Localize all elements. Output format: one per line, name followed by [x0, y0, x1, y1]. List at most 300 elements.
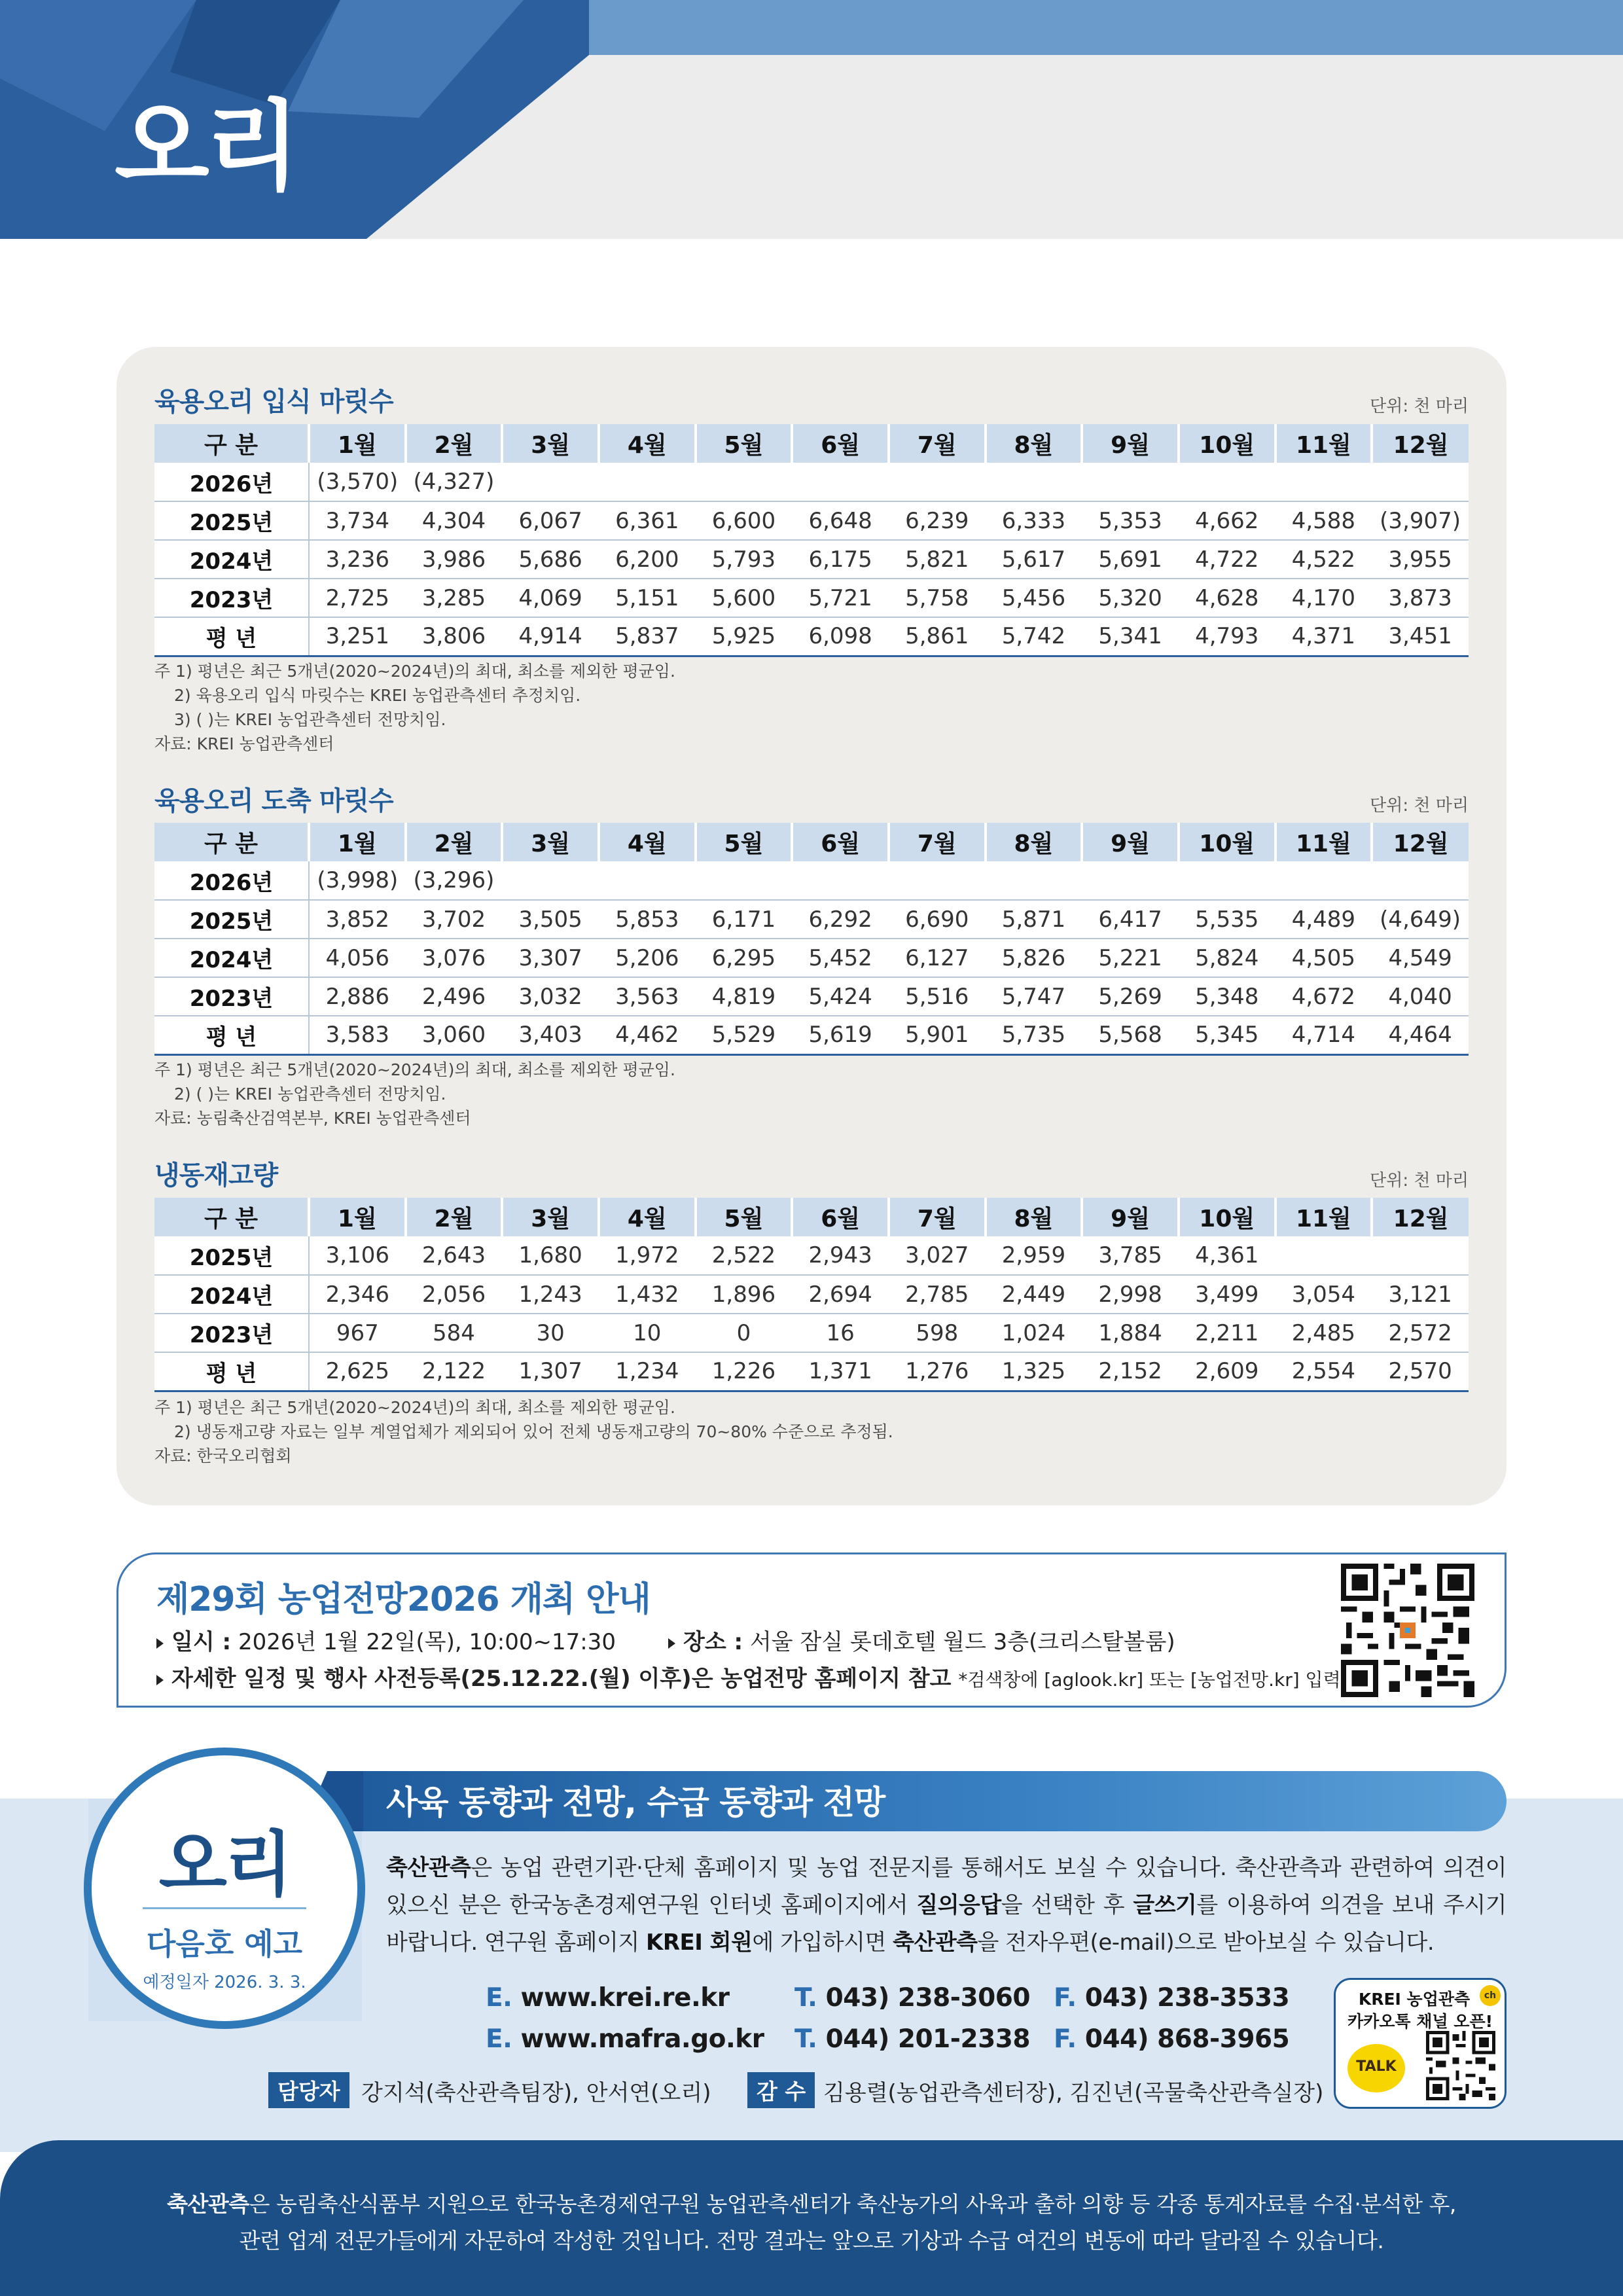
table-cell: (4,649) [1372, 900, 1469, 939]
table-cell: 1,276 [889, 1352, 986, 1391]
fax-text: 044) 868-3965 [1084, 2024, 1290, 2054]
kakao-talk-icon [1347, 2044, 1405, 2092]
row-label: 2023년 [154, 1314, 309, 1352]
event-search-hint: *검색창에 [aglook.kr] 또는 [농업전망.kr] 입력 [958, 1669, 1341, 1691]
description-bold: 축산관측 [386, 1855, 471, 1881]
column-header-month: 12월 [1372, 823, 1469, 861]
column-header-month: 10월 [1179, 424, 1275, 463]
table-cell: 2,570 [1372, 1352, 1469, 1391]
table-cell: 3,060 [406, 1016, 503, 1054]
table-cell: 1,325 [986, 1352, 1082, 1391]
table-cell [986, 463, 1082, 501]
column-header-month: 4월 [599, 1198, 696, 1236]
note-line: 주 1) 평년은 최근 5개년(2020~2024년)의 최대, 최소를 제외한 평균임. [154, 1060, 675, 1079]
column-header-month: 5월 [696, 823, 793, 861]
description-paragraph [386, 1850, 1507, 1962]
table-cell: 4,714 [1275, 1016, 1372, 1054]
table-cell: 5,269 [1082, 977, 1179, 1016]
table-cell: 2,522 [696, 1236, 793, 1275]
description-text: 은 농업 관련기관·단체 홈페이지 및 농업 전문지를 통해서도 보실 수 있습니다. 축산관측과 관련하여 의견이 있으신 분은 한국농촌경제연구원 인터넷 홈페이지에서 [386, 1855, 1507, 1918]
column-header-month: 7월 [889, 823, 986, 861]
table-cell: 6,600 [696, 501, 793, 540]
table-cell: 4,722 [1179, 540, 1275, 579]
table-cell: 3,236 [309, 540, 406, 579]
table-cell: 6,200 [599, 540, 696, 579]
table-cell: (4,327) [406, 463, 503, 501]
event-place [668, 1624, 1175, 1656]
table-cell: 1,896 [696, 1275, 793, 1314]
column-header-month: 1월 [309, 823, 406, 861]
column-header-month: 11월 [1275, 823, 1372, 861]
description-text: 에 가입하시면 [752, 1929, 893, 1956]
table-cell: 5,535 [1179, 900, 1275, 939]
table-cell: 6,295 [696, 939, 793, 977]
column-header-month: 4월 [599, 823, 696, 861]
note-source: 자료: KREI 농업관측센터 [154, 734, 334, 753]
table-cell: 6,239 [889, 501, 986, 540]
column-header-month: 11월 [1275, 1198, 1372, 1236]
table-cell: 5,151 [599, 579, 696, 617]
table-cell: 2,496 [406, 977, 503, 1016]
data-table [154, 424, 1469, 657]
table-cell: 2,152 [1082, 1352, 1179, 1391]
next-issue-title: 오리 [158, 1824, 291, 1906]
fax-number [1054, 1983, 1289, 2013]
table-cell: 5,925 [696, 617, 793, 656]
topic-banner-text: 사육 동향과 전망, 수급 동향과 전망 [386, 1784, 885, 1821]
table-cell: 5,529 [696, 1016, 793, 1054]
table-cell: 3,583 [309, 1016, 406, 1054]
table-cell [986, 861, 1082, 900]
table-cell: 4,462 [599, 1016, 696, 1054]
table-row [154, 1352, 1469, 1391]
row-label: 2024년 [154, 540, 309, 579]
table-cell [1179, 861, 1275, 900]
table-cell: 6,067 [502, 501, 599, 540]
table-cell: 5,742 [986, 617, 1082, 656]
table-header-row [154, 424, 1469, 463]
column-header-month: 2월 [406, 823, 503, 861]
table-cell [1372, 463, 1469, 501]
table-cell: 2,346 [309, 1275, 406, 1314]
column-header-month: 3월 [502, 823, 599, 861]
note-line: 2) ( )는 KREI 농업관측센터 전망치임. [174, 1085, 446, 1103]
description-bold: 질의응답 [916, 1892, 1001, 1918]
column-header-month: 3월 [502, 424, 599, 463]
table-row [154, 501, 1469, 540]
column-header-month: 6월 [792, 823, 889, 861]
table-cell: 4,361 [1179, 1236, 1275, 1275]
bullet-triangle-icon [668, 1638, 675, 1649]
table-title: 육용오리 입식 마릿수 [154, 387, 393, 417]
table-cell: 1,680 [502, 1236, 599, 1275]
fax-text: 043) 238-3533 [1084, 1983, 1290, 2013]
table-cell [1082, 463, 1179, 501]
table-cell: 4,549 [1372, 939, 1469, 977]
column-header-category: 구 분 [154, 424, 309, 463]
description-bold: KREI 회원 [646, 1929, 753, 1956]
fax-letter: F. [1054, 2024, 1077, 2054]
table-cell: 2,725 [309, 579, 406, 617]
channel-badge-icon: ch [1480, 1985, 1501, 2006]
description-text: 을 선택한 후 [1001, 1892, 1133, 1918]
phone-number [794, 2024, 1030, 2054]
table-row [154, 540, 1469, 579]
table-cell: 3,505 [502, 900, 599, 939]
row-label: 2024년 [154, 939, 309, 977]
table-row [154, 579, 1469, 617]
table-cell: 1,234 [599, 1352, 696, 1391]
table-cell: 4,588 [1275, 501, 1372, 540]
table-cell: 5,824 [1179, 939, 1275, 977]
table-header-row [154, 823, 1469, 861]
table-cell: 4,040 [1372, 977, 1469, 1016]
table-cell: 4,819 [696, 977, 793, 1016]
event-title: 제29회 농업전망2026 개최 안내 [156, 1580, 651, 1619]
table-cell: 3,251 [309, 617, 406, 656]
table-cell [1275, 463, 1372, 501]
table-cell: 5,691 [1082, 540, 1179, 579]
table-cell: 3,285 [406, 579, 503, 617]
table-cell: 1,307 [502, 1352, 599, 1391]
column-header-month: 7월 [889, 1198, 986, 1236]
divider [143, 1907, 306, 1909]
phone-number [794, 1983, 1030, 2013]
table-notes [154, 1058, 675, 1130]
next-issue-subtitle: 다음호 예고 [146, 1926, 303, 1962]
event-detail [156, 1660, 1341, 1693]
column-header-month: 3월 [502, 1198, 599, 1236]
kakao-channel-box[interactable] [1334, 1978, 1507, 2109]
table-cell: 4,069 [502, 579, 599, 617]
table-cell: 4,304 [406, 501, 503, 540]
table-cell: 5,747 [986, 977, 1082, 1016]
table-cell: 30 [502, 1314, 599, 1352]
phone-text: 044) 201-2338 [825, 2024, 1031, 2054]
table-cell: 3,032 [502, 977, 599, 1016]
table-row [154, 900, 1469, 939]
table-cell: 5,617 [986, 540, 1082, 579]
email-letter: E. [486, 2024, 512, 2054]
row-label: 평 년 [154, 1352, 309, 1391]
table-cell: 5,568 [1082, 1016, 1179, 1054]
table-cell: 3,307 [502, 939, 599, 977]
footer [0, 2140, 1623, 2296]
table-cell: 5,206 [599, 939, 696, 977]
column-header-month: 7월 [889, 424, 986, 463]
row-label: 2025년 [154, 501, 309, 540]
note-line: 주 1) 평년은 최근 5개년(2020~2024년)의 최대, 최소를 제외한 평균임. [154, 662, 675, 681]
table-cell [792, 463, 889, 501]
table-cell: 4,522 [1275, 540, 1372, 579]
event-place-value: 서울 잠실 롯데호텔 월드 3층(크리스탈볼룸) [749, 1629, 1175, 1655]
column-header-category: 구 분 [154, 1198, 309, 1236]
table-cell: 5,516 [889, 977, 986, 1016]
table-cell: 2,572 [1372, 1314, 1469, 1352]
email-letter: E. [486, 1983, 512, 2013]
table-title: 육용오리 도축 마릿수 [154, 786, 393, 816]
table-cell [696, 861, 793, 900]
page-title: 오리 [115, 90, 296, 204]
table-cell: 5,341 [1082, 617, 1179, 656]
table-cell: 2,694 [792, 1275, 889, 1314]
table-cell: 3,873 [1372, 579, 1469, 617]
table-cell: 5,619 [792, 1016, 889, 1054]
table-cell: 1,432 [599, 1275, 696, 1314]
table-cell: 5,735 [986, 1016, 1082, 1054]
table-cell: 4,489 [1275, 900, 1372, 939]
header-banner [0, 0, 1623, 239]
table-cell: 2,943 [792, 1236, 889, 1275]
table-cell: 5,348 [1179, 977, 1275, 1016]
table-cell: 6,171 [696, 900, 793, 939]
table-cell: 6,098 [792, 617, 889, 656]
next-issue-date: 예정일자 2026. 3. 3. [143, 1973, 306, 1992]
fax-letter: F. [1054, 1983, 1077, 2013]
table-cell [599, 861, 696, 900]
table-cell: 16 [792, 1314, 889, 1352]
event-date-value: 2026년 1월 22일(목), 10:00~17:30 [238, 1629, 616, 1655]
row-label: 평 년 [154, 617, 309, 656]
table-cell: 6,292 [792, 900, 889, 939]
table-cell: 5,600 [696, 579, 793, 617]
column-header-month: 9월 [1082, 823, 1179, 861]
email-text: www.krei.re.kr [520, 1983, 730, 2013]
table-cell: 3,403 [502, 1016, 599, 1054]
footer-line2: 관련 업계 전문가들에게 자문하여 작성한 것입니다. 전망 결과는 앞으로 기상과 수급 여건의 변동에 따라 달라질 수 있습니다. [239, 2228, 1384, 2253]
table-cell [889, 463, 986, 501]
table-cell: 3,955 [1372, 540, 1469, 579]
table-cell: 3,806 [406, 617, 503, 656]
column-header-month: 8월 [986, 424, 1082, 463]
table-header-row [154, 1198, 1469, 1236]
table-cell: 5,758 [889, 579, 986, 617]
table-cell: 967 [309, 1314, 406, 1352]
table-unit: 단위: 천 마리 [1370, 397, 1469, 416]
note-source: 자료: 한국오리협회 [154, 1446, 292, 1465]
table-notes [154, 659, 675, 756]
row-label: 2023년 [154, 977, 309, 1016]
table-cell: 1,243 [502, 1275, 599, 1314]
table-cell [1275, 861, 1372, 900]
supervisor-names: 김용렬(농업관측센터장), 김진년(곡물축산관측실장) [823, 2080, 1324, 2106]
table-cell: 3,027 [889, 1236, 986, 1275]
table-cell: (3,296) [406, 861, 503, 900]
table-cell: 5,871 [986, 900, 1082, 939]
table-cell: 6,417 [1082, 900, 1179, 939]
fax-number [1054, 2024, 1289, 2054]
table-cell: 5,861 [889, 617, 986, 656]
row-label: 2025년 [154, 1236, 309, 1275]
table-cell: 6,648 [792, 501, 889, 540]
data-table [154, 823, 1469, 1056]
column-header-month: 10월 [1179, 1198, 1275, 1236]
description-text: 를 이용하여 의견을 보내 주시기 바랍니다. 연구원 홈페이지 [386, 1892, 1507, 1956]
table-cell: 4,628 [1179, 579, 1275, 617]
row-label: 2024년 [154, 1275, 309, 1314]
table-cell: 5,353 [1082, 501, 1179, 540]
table-row [154, 1236, 1469, 1275]
table-cell: 4,793 [1179, 617, 1275, 656]
bullet-triangle-icon [156, 1638, 164, 1649]
table-cell: 1,371 [792, 1352, 889, 1391]
phone-text: 043) 238-3060 [825, 1983, 1031, 2013]
table-cell [1179, 463, 1275, 501]
table-cell: 5,345 [1179, 1016, 1275, 1054]
column-header-month: 5월 [696, 424, 793, 463]
table-row [154, 977, 1469, 1016]
table-cell: 5,901 [889, 1016, 986, 1054]
table-cell: 2,643 [406, 1236, 503, 1275]
row-label: 2023년 [154, 579, 309, 617]
table-cell: 0 [696, 1314, 793, 1352]
table-cell [502, 861, 599, 900]
table-cell: 5,821 [889, 540, 986, 579]
table-cell: 5,221 [1082, 939, 1179, 977]
table-cell: 6,361 [599, 501, 696, 540]
table-cell: 4,505 [1275, 939, 1372, 977]
table-cell: 1,226 [696, 1352, 793, 1391]
event-date [156, 1624, 616, 1656]
table-cell: 3,852 [309, 900, 406, 939]
table-cell: 6,175 [792, 540, 889, 579]
table-cell: 3,563 [599, 977, 696, 1016]
table-title: 냉동재고량 [154, 1160, 278, 1191]
email-text: www.mafra.go.kr [520, 2024, 764, 2054]
column-header-month: 12월 [1372, 424, 1469, 463]
column-header-month: 12월 [1372, 1198, 1469, 1236]
table-cell: 5,853 [599, 900, 696, 939]
table-cell [1372, 861, 1469, 900]
table-cell: 2,122 [406, 1352, 503, 1391]
column-header-month: 2월 [406, 424, 503, 463]
email-link[interactable] [486, 2024, 764, 2054]
event-place-label: 장소 : [683, 1629, 743, 1655]
event-detail-text: 자세한 일정 및 행사 사전등록(25.12.22.(월) 이후)은 농업전망 홈페이지 참고 [171, 1666, 952, 1692]
table-cell: 3,785 [1082, 1236, 1179, 1275]
table-cell: 598 [889, 1314, 986, 1352]
column-header-month: 8월 [986, 1198, 1082, 1236]
row-label: 2025년 [154, 900, 309, 939]
note-line: 2) 냉동재고량 자료는 일부 계열업체가 제외되어 있어 전체 냉동재고량의 70~80% 수준으로 추정됨. [174, 1422, 893, 1441]
supervisor-tag: 감 수 [747, 2072, 815, 2108]
event-notice [116, 1552, 1507, 1708]
kakao-talk-label: TALK [1356, 2058, 1397, 2075]
table-cell [792, 861, 889, 900]
table-row [154, 1275, 1469, 1314]
column-header-month: 2월 [406, 1198, 503, 1236]
table-cell: 5,456 [986, 579, 1082, 617]
table-cell [599, 463, 696, 501]
column-header-month: 6월 [792, 424, 889, 463]
table-cell: 3,499 [1179, 1275, 1275, 1314]
table-cell: 4,464 [1372, 1016, 1469, 1054]
column-header-month: 9월 [1082, 424, 1179, 463]
event-date-label: 일시 : [171, 1629, 232, 1655]
table-cell: 3,451 [1372, 617, 1469, 656]
bullet-triangle-icon [156, 1675, 164, 1685]
email-link[interactable] [486, 1983, 729, 2013]
column-header-month: 1월 [309, 424, 406, 463]
table-cell: 5,826 [986, 939, 1082, 977]
table-cell: 2,785 [889, 1275, 986, 1314]
next-issue-badge [84, 1748, 365, 2029]
header-stripe [510, 0, 1623, 55]
table-notes [154, 1395, 893, 1468]
table-cell [1372, 1236, 1469, 1275]
column-header-month: 8월 [986, 823, 1082, 861]
row-label: 평 년 [154, 1016, 309, 1054]
row-label: 2026년 [154, 463, 309, 501]
table-row [154, 939, 1469, 977]
column-header-month: 5월 [696, 1198, 793, 1236]
table-cell: 2,485 [1275, 1314, 1372, 1352]
table-cell: 10 [599, 1314, 696, 1352]
table-row [154, 463, 1469, 501]
column-header-category: 구 분 [154, 823, 309, 861]
table-cell: 5,793 [696, 540, 793, 579]
table-row [154, 1016, 1469, 1054]
data-table [154, 1198, 1469, 1392]
footer-line1 [0, 2187, 1623, 2218]
phone-letter: T. [794, 1983, 817, 2013]
description-text: 을 전자우편(e-mail)으로 받아보실 수 있습니다. [977, 1929, 1435, 1956]
table-cell: 2,625 [309, 1352, 406, 1391]
table-cell: 2,554 [1275, 1352, 1372, 1391]
table-cell: 6,333 [986, 501, 1082, 540]
table-cell: 5,320 [1082, 579, 1179, 617]
table-cell: 3,054 [1275, 1275, 1372, 1314]
table-cell: 3,121 [1372, 1275, 1469, 1314]
table-cell: 1,884 [1082, 1314, 1179, 1352]
table-cell: 4,371 [1275, 617, 1372, 656]
table-unit: 단위: 천 마리 [1370, 796, 1469, 816]
note-line: 2) 육용오리 입식 마릿수는 KREI 농업관측센터 추정치임. [174, 686, 581, 705]
table-cell: 2,959 [986, 1236, 1082, 1275]
table-cell: 4,056 [309, 939, 406, 977]
table-cell: 584 [406, 1314, 503, 1352]
qr-code-icon[interactable] [1341, 1564, 1474, 1697]
table-cell: 3,106 [309, 1236, 406, 1275]
column-header-month: 10월 [1179, 823, 1275, 861]
table-cell: 3,702 [406, 900, 503, 939]
table-cell: 3,734 [309, 501, 406, 540]
table-cell: 4,662 [1179, 501, 1275, 540]
manager-names: 강지석(축산관측팀장), 안서연(오리) [361, 2080, 711, 2106]
table-cell [1275, 1236, 1372, 1275]
table-row [154, 1314, 1469, 1352]
column-header-month: 1월 [309, 1198, 406, 1236]
table-cell: 1,972 [599, 1236, 696, 1275]
kakao-line2: 카카오톡 채널 오픈! [1347, 2012, 1493, 2031]
table-cell: 1,024 [986, 1314, 1082, 1352]
footer-bold: 축산관측 [167, 2191, 249, 2217]
row-label: 2026년 [154, 861, 309, 900]
column-header-month: 4월 [599, 424, 696, 463]
table-cell: (3,998) [309, 861, 406, 900]
footer-text: 은 농림축산식품부 지원으로 한국농촌경제연구원 농업관측센터가 축산농가의 사육과 출하 의향 등 각종 통계자료를 수집·분석한 후, [249, 2191, 1456, 2217]
table-row [154, 617, 1469, 656]
column-header-month: 6월 [792, 1198, 889, 1236]
table-cell: 2,449 [986, 1275, 1082, 1314]
table-cell: 5,721 [792, 579, 889, 617]
table-cell: 5,452 [792, 939, 889, 977]
note-line: 주 1) 평년은 최근 5개년(2020~2024년)의 최대, 최소를 제외한 평균임. [154, 1398, 675, 1417]
table-cell: 4,672 [1275, 977, 1372, 1016]
kakao-qr-code-icon[interactable] [1426, 2031, 1495, 2100]
table-cell: 2,609 [1179, 1352, 1275, 1391]
table-cell [502, 463, 599, 501]
